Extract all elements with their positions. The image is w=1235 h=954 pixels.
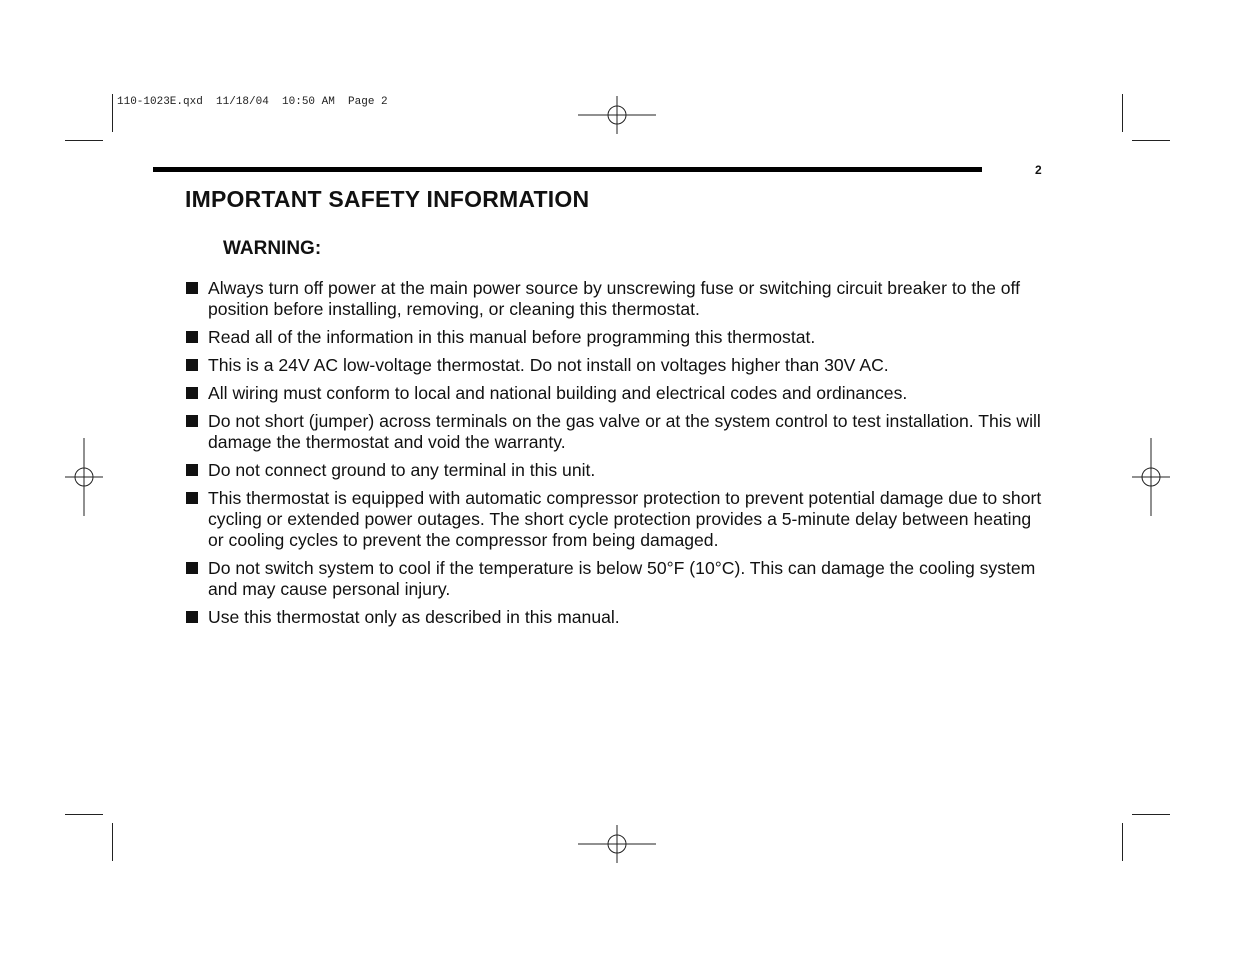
square-bullet-icon xyxy=(186,387,198,399)
list-item-text: Read all of the information in this manual before programming this thermostat. xyxy=(208,327,816,347)
crop-mark-top-left-h xyxy=(65,140,103,141)
square-bullet-icon xyxy=(186,464,198,476)
crop-mark-bottom-left-h xyxy=(65,814,103,815)
safety-list xyxy=(185,278,1045,635)
list-item xyxy=(185,327,1045,348)
registration-mark-left-icon xyxy=(65,438,103,516)
list-item xyxy=(185,411,1045,453)
square-bullet-icon xyxy=(186,282,198,294)
page-number: 2 xyxy=(1035,163,1042,177)
square-bullet-icon xyxy=(186,359,198,371)
list-item-text: All wiring must conform to local and national building and electrical codes and ordinances. xyxy=(208,383,908,403)
crop-mark-top-left-v xyxy=(112,94,113,132)
square-bullet-icon xyxy=(186,331,198,343)
list-item xyxy=(185,558,1045,600)
list-item-text: Use this thermostat only as described in this manual. xyxy=(208,607,620,627)
list-item-text: Do not short (jumper) across terminals on the gas valve or at the system control to test installation. This will damage the thermostat and void the warranty. xyxy=(208,411,1041,452)
crop-mark-top-right-h xyxy=(1132,140,1170,141)
square-bullet-icon xyxy=(186,415,198,427)
list-item-text: Always turn off power at the main power source by unscrewing fuse or switching circuit breaker to the off position before installing, removing, or cleaning this thermostat. xyxy=(208,278,1020,319)
crop-mark-bottom-right-h xyxy=(1132,814,1170,815)
crop-mark-bottom-left-v xyxy=(112,823,113,861)
warning-heading: WARNING: xyxy=(223,238,322,259)
list-item xyxy=(185,607,1045,628)
list-item xyxy=(185,460,1045,481)
list-item-text: This thermostat is equipped with automatic compressor protection to prevent potential damage due to short cycling or extended power outages. The short cycle protection provides a 5-minute delay between heating or cooling cycles to prevent the compressor from being damaged. xyxy=(208,488,1042,550)
crop-mark-bottom-right-v xyxy=(1122,823,1123,861)
square-bullet-icon xyxy=(186,562,198,574)
list-item xyxy=(185,488,1045,551)
list-item-text: Do not connect ground to any terminal in this unit. xyxy=(208,460,596,480)
registration-mark-bottom-icon xyxy=(578,825,656,863)
list-item xyxy=(185,355,1045,376)
list-item-text: Do not switch system to cool if the temperature is below 50°F (10°C). This can damage the cooling system and may cause personal injury. xyxy=(208,558,1036,599)
list-item xyxy=(185,383,1045,404)
header-rule xyxy=(153,167,982,172)
page-title: IMPORTANT SAFETY INFORMATION xyxy=(185,186,590,212)
square-bullet-icon xyxy=(186,492,198,504)
print-slug: 110-1023E.qxd 11/18/04 10:50 AM Page 2 xyxy=(117,96,388,108)
list-item xyxy=(185,278,1045,320)
list-item-text: This is a 24V AC low-voltage thermostat. Do not install on voltages higher than 30V AC. xyxy=(208,355,889,375)
registration-mark-top-icon xyxy=(578,96,656,134)
registration-mark-right-icon xyxy=(1132,438,1170,516)
square-bullet-icon xyxy=(186,611,198,623)
crop-mark-top-right-v xyxy=(1122,94,1123,132)
